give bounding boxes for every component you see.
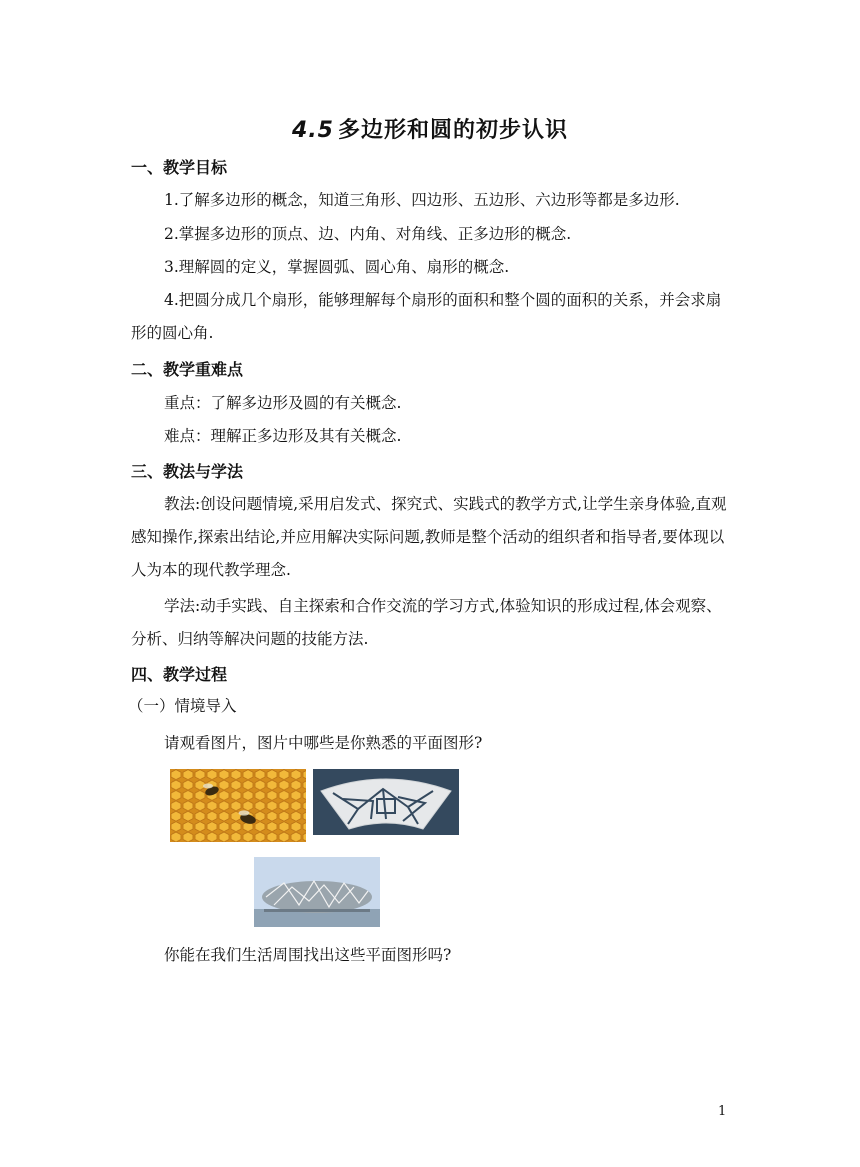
question-1: 请观看图片，图片中哪些是你熟悉的平面图形?: [164, 734, 483, 752]
document-title: [0, 113, 860, 144]
section-heading-process: 四、教学过程: [131, 665, 228, 684]
key-point: 重点：了解多边形及圆的有关概念.: [164, 394, 402, 412]
subsection-intro: （一）情境导入: [128, 697, 237, 715]
objective-2: 2.掌握多边形的顶点、边、内角、对角线、正多边形的概念.: [164, 225, 572, 243]
section-heading-key-points: 二、教学重难点: [131, 360, 244, 379]
section-heading-objectives: 一、教学目标: [131, 158, 228, 177]
section-heading-methods: 三、教法与学法: [131, 462, 244, 481]
fan-window-image: [313, 769, 459, 835]
question-2: 你能在我们生活周围找出这些平面图形吗?: [164, 946, 452, 964]
honeycomb-image: [170, 769, 306, 842]
teaching-method: 教法:创设问题情境,采用启发式、探究式、实践式的教学方式,让学生亲身体验,直观感知操作,探索出结论,并应用解决实际问题,教师是整个活动的组织者和指导者,要体现以人为本的现代教学理念.: [131, 495, 727, 579]
title-number: 4.5: [292, 118, 334, 143]
page-number: 1: [718, 1104, 727, 1119]
learning-method: 学法:动手实践、自主探索和合作交流的学习方式,体验知识的形成过程,体会观察、分析、归纳等解决问题的技能方法.: [131, 597, 722, 648]
title-text: 多边形和圆的初步认识: [337, 117, 568, 143]
difficult-point: 难点：理解正多边形及其有关概念.: [164, 427, 402, 445]
objective-3: 3.理解圆的定义，掌握圆弧、圆心角、扇形的概念.: [164, 258, 510, 276]
stadium-image: [254, 857, 380, 927]
objective-4: 4.把圆分成几个扇形，能够理解每个扇形的面积和整个圆的面积的关系，并会求扇形的圆心角.: [131, 291, 722, 342]
objective-1: 1.了解多边形的概念，知道三角形、四边形、五边形、六边形等都是多边形.: [164, 191, 680, 209]
